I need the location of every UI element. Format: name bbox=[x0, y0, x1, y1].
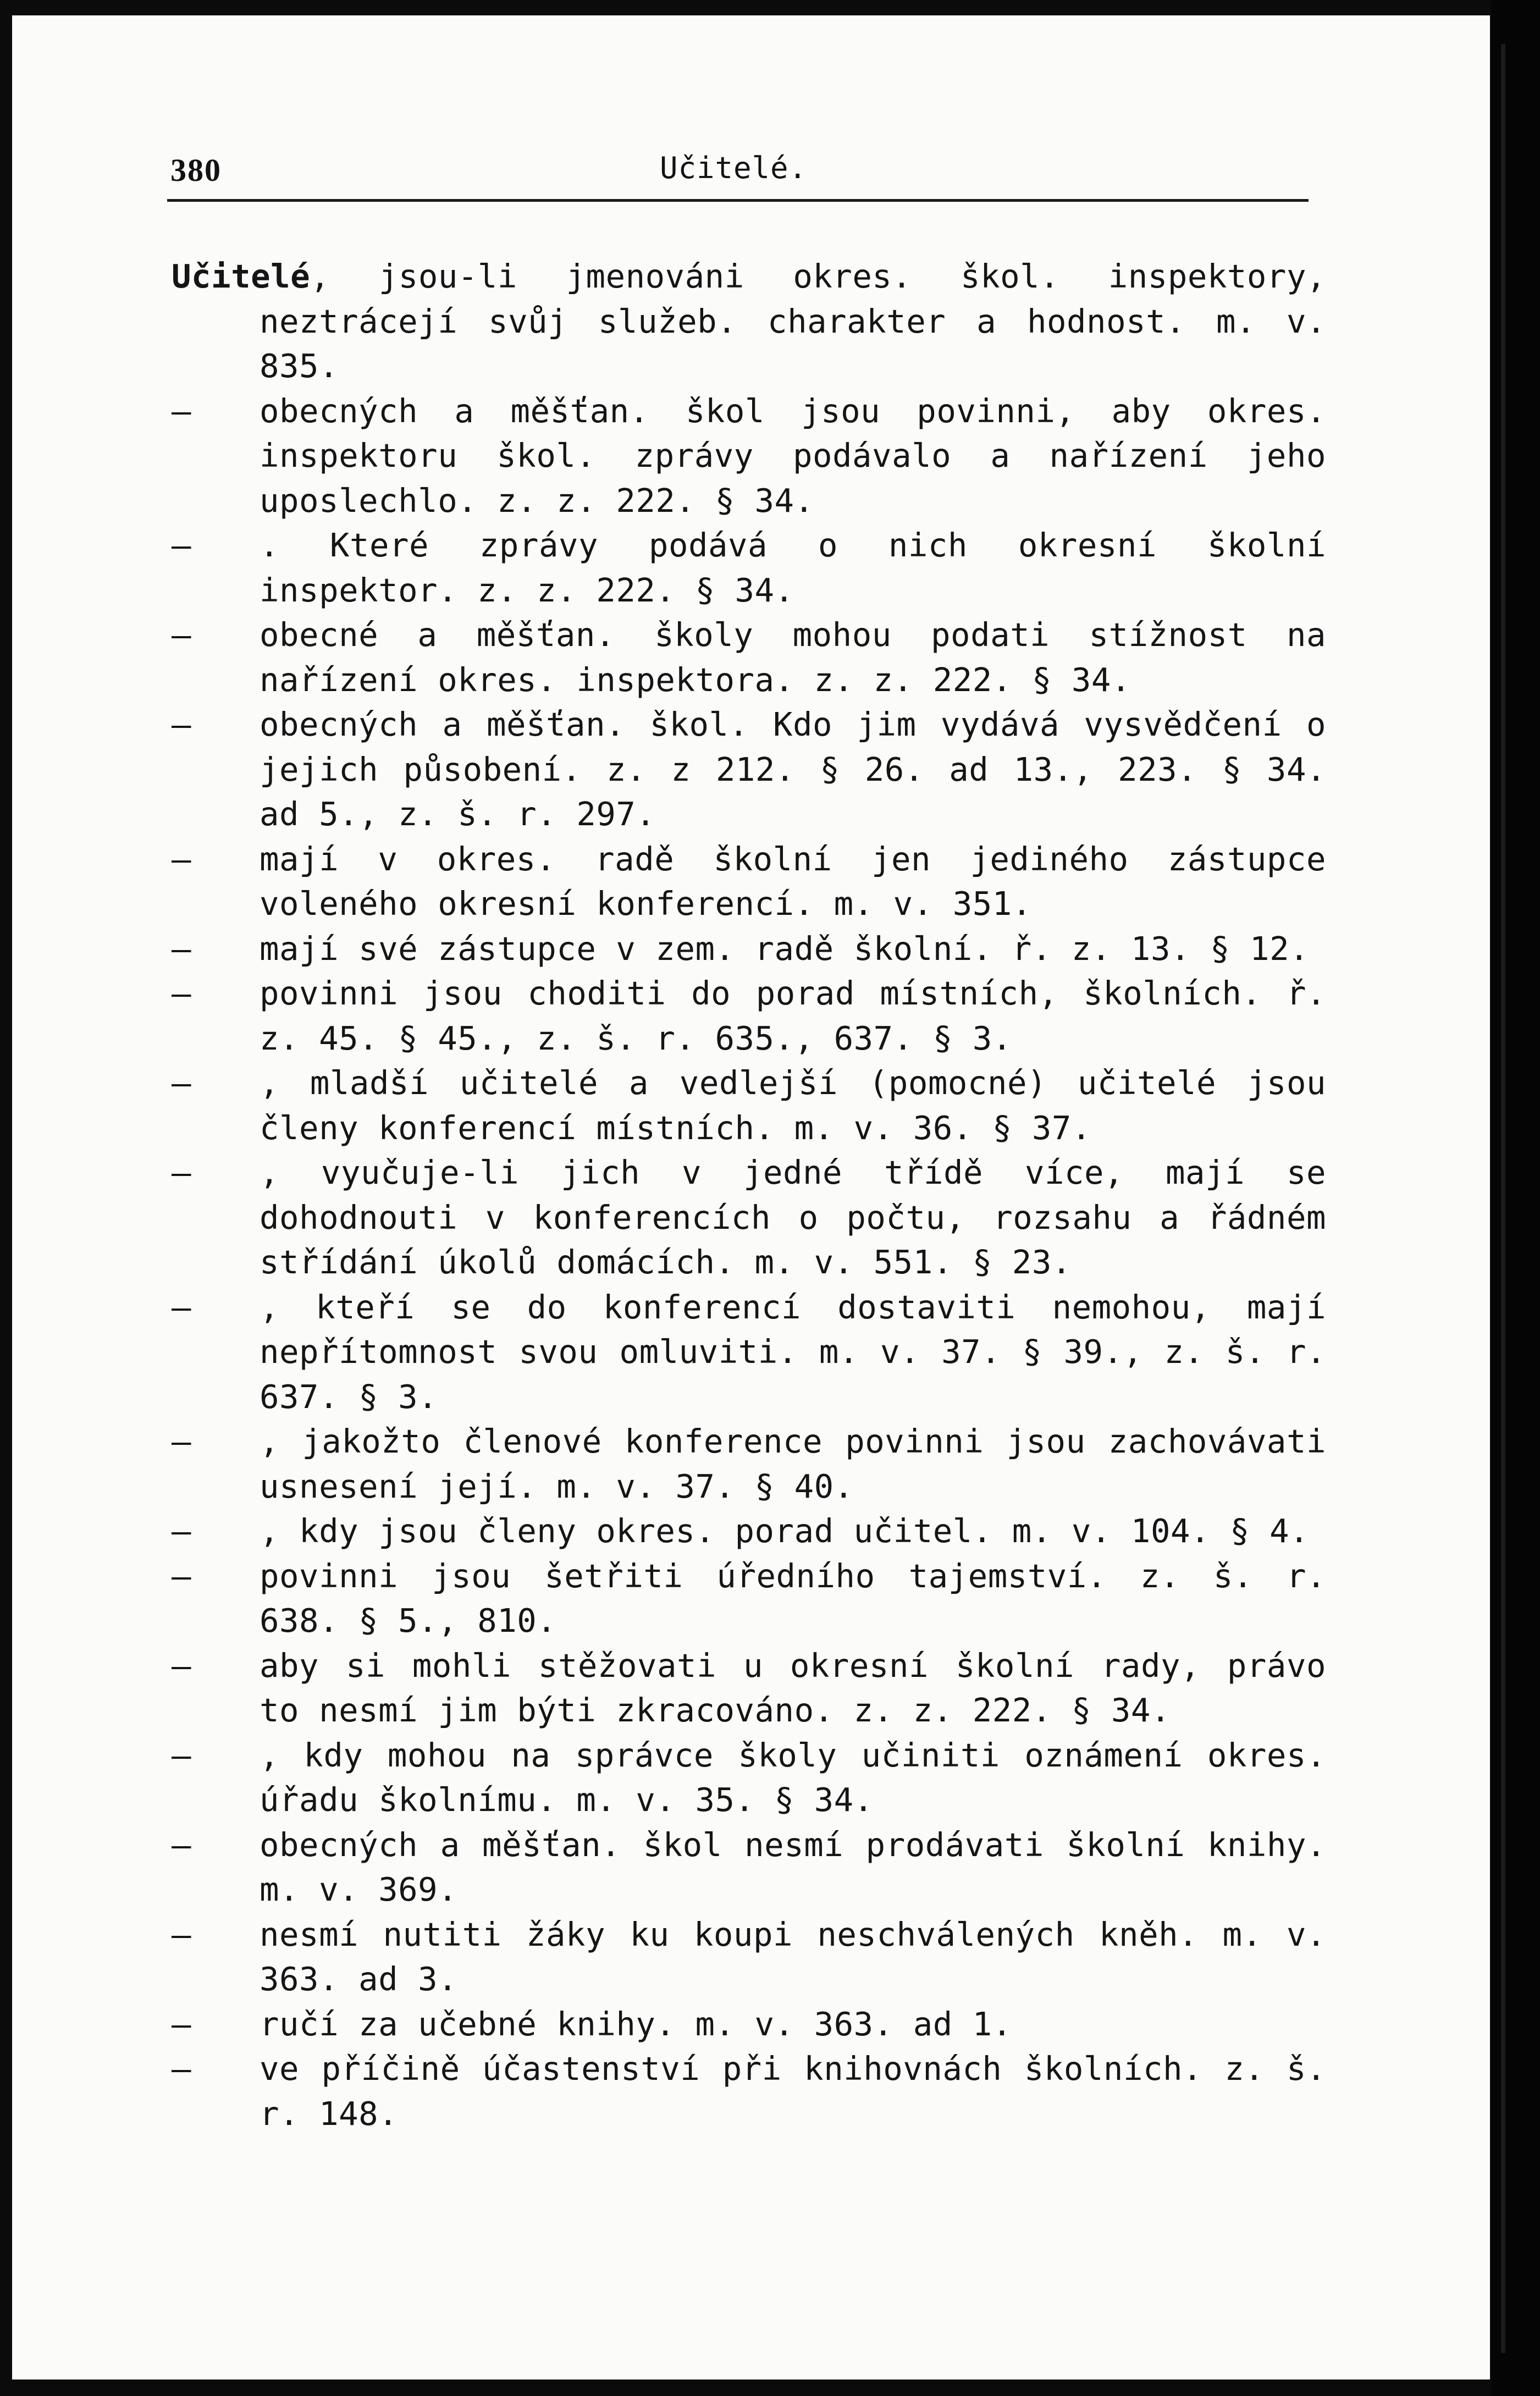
index-entry bbox=[172, 1554, 1326, 1643]
entry-text: mají své zástupce v zem. radě školní. ř. z. 13. § 12. bbox=[260, 929, 1310, 968]
entry-dash: — bbox=[172, 1736, 192, 1774]
index-entry bbox=[172, 1061, 1326, 1150]
index-entry bbox=[172, 1509, 1326, 1554]
entry-dash: — bbox=[172, 2050, 192, 2088]
index-entry bbox=[172, 1419, 1326, 1509]
entry-text: , mladší učitelé a vedlejší (pomocné) učitelé jsou členy konferencí místních. m. v. 36. § 37. bbox=[260, 1064, 1326, 1147]
entry-dash: — bbox=[172, 2005, 192, 2043]
index-entry bbox=[172, 254, 1326, 389]
entry-text: obecných a měšťan. škol. Kdo jim vydává vysvědčení o jejich působení. z. z 212. § 26. ad 13., 223. § 34. ad 5., z. š. r. 297. bbox=[260, 705, 1326, 833]
index-entries bbox=[172, 254, 1326, 2136]
index-entry bbox=[172, 1643, 1326, 1733]
entry-text: ve příčině účastenství při knihovnách školních. z. š. r. 148. bbox=[260, 2050, 1326, 2133]
entry-text: , kdy jsou členy okres. porad učitel. m. v. 104. § 4. bbox=[260, 1512, 1310, 1550]
index-entry bbox=[172, 523, 1326, 612]
spine-shadow-line bbox=[1501, 44, 1505, 2353]
entry-text: nesmí nutiti žáky ku koupi neschválených kněh. m. v. 363. ad 3. bbox=[260, 1915, 1326, 1998]
index-entry bbox=[172, 2002, 1326, 2047]
header-rule bbox=[167, 199, 1309, 202]
entry-dash: — bbox=[172, 616, 192, 654]
entry-dash: — bbox=[172, 1422, 192, 1460]
entry-text: ručí za učebné knihy. m. v. 363. ad 1. bbox=[260, 2005, 1012, 2043]
entry-dash: — bbox=[172, 391, 192, 430]
entry-dash: — bbox=[172, 1064, 192, 1102]
running-head: Učitelé. bbox=[659, 151, 808, 185]
entry-text: povinni jsou choditi do porad místních, školních. ř. z. 45. § 45., z. š. r. 635., 637. § 3. bbox=[260, 974, 1326, 1057]
index-entry bbox=[172, 1150, 1326, 1285]
entry-text: obecné a měšťan. školy mohou podati stížnost na nařízení okres. inspektora. z. z. 222. § 34. bbox=[260, 616, 1326, 699]
entry-headword: Učitelé bbox=[172, 257, 311, 295]
index-entry bbox=[172, 1285, 1326, 1420]
book-spine-edge bbox=[1491, 0, 1540, 2396]
index-entry bbox=[172, 1733, 1326, 1823]
entry-text: mají v okres. radě školní jen jediného zástupce voleného okresní konferencí. m. v. 351. bbox=[260, 840, 1326, 923]
page-number: 380 bbox=[170, 152, 222, 188]
entry-dash: — bbox=[172, 840, 192, 878]
entry-text: , kteří se do konferencí dostaviti nemohou, mají nepřítomnost svou omluviti. m. v. 37. § 39., z. š. r. 637. § 3. bbox=[260, 1288, 1326, 1416]
entry-dash: — bbox=[172, 1556, 192, 1595]
index-entry bbox=[172, 837, 1326, 926]
entry-text: . Které zprávy podává o nich okresní školní inspektor. z. z. 222. § 34. bbox=[260, 526, 1326, 609]
entry-text: , kdy mohou na správce školy učiniti oznámení okres. úřadu školnímu. m. v. 35. § 34. bbox=[260, 1736, 1326, 1819]
entry-dash: — bbox=[172, 526, 192, 564]
entry-text: , vyučuje-li jich v jedné třídě více, mají se dohodnouti v konferencích o počtu, rozsahu a řádném střídání úkolů domácích. m. v. 551. § 23. bbox=[260, 1153, 1326, 1281]
entry-text: obecných a měšťan. škol jsou povinni, aby okres. inspektoru škol. zprávy podávalo a nařízení jeho uposlechlo. z. z. 222. § 34. bbox=[260, 391, 1326, 520]
entry-dash: — bbox=[172, 705, 192, 743]
index-entry bbox=[172, 612, 1326, 702]
entry-dash: — bbox=[172, 929, 192, 968]
entry-dash: — bbox=[172, 1646, 192, 1685]
index-entry bbox=[172, 2046, 1326, 2136]
entry-dash: — bbox=[172, 974, 192, 1012]
entry-text: aby si mohli stěžovati u okresní školní rady, právo to nesmí jim býti zkracováno. z. z. 222. § 34. bbox=[260, 1646, 1326, 1729]
page-header bbox=[158, 148, 1309, 209]
index-entry bbox=[172, 1823, 1326, 1912]
entry-dash: — bbox=[172, 1915, 192, 1953]
index-entry bbox=[172, 389, 1326, 523]
entry-text: povinni jsou šetřiti úředního tajemství. z. š. r. 638. § 5., 810. bbox=[260, 1556, 1326, 1639]
index-entry bbox=[172, 926, 1326, 971]
index-entry bbox=[172, 702, 1326, 837]
entry-dash: — bbox=[172, 1512, 192, 1550]
entry-dash: — bbox=[172, 1288, 192, 1326]
entry-text: , jakožto členové konference povinni jsou zachovávati usnesení její. m. v. 37. § 40. bbox=[260, 1422, 1326, 1505]
entry-text: , jsou-li jmenováni okres. škol. inspektory, neztrácejí svůj služeb. charakter a hodnost. m. v. 835. bbox=[260, 257, 1326, 385]
entry-dash: — bbox=[172, 1153, 192, 1191]
entry-text: obecných a měšťan. škol nesmí prodávati školní knihy. m. v. 369. bbox=[260, 1825, 1326, 1908]
index-entry bbox=[172, 1912, 1326, 2002]
entry-dash: — bbox=[172, 1825, 192, 1864]
index-entry bbox=[172, 971, 1326, 1061]
